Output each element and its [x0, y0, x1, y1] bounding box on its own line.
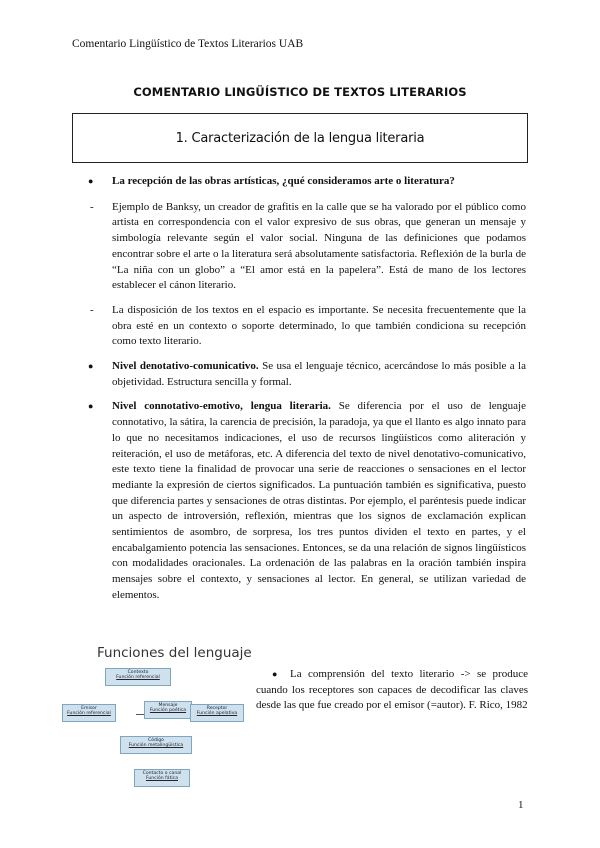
function-box-message — [144, 701, 192, 719]
dash-marker: - — [90, 200, 94, 213]
box-label: Mensaje — [158, 703, 178, 708]
connector-line — [136, 714, 144, 715]
list-item — [88, 359, 526, 390]
item-body: La disposición de los textos en el espacio es importante. Se necesita frecuentemente que la obra esté en un contexto o soporte determinado, lo que también condiciona su recepción como texto literario. — [112, 303, 526, 348]
function-box-channel — [134, 769, 190, 787]
section-heading: 1. Caracterización de la lengua literaria — [175, 130, 425, 146]
section-heading-box — [72, 113, 528, 163]
quote-text: La comprensión del texto literario -> se produce cuando los receptores son capaces de decodificar las claves desde las que fue creado por el emisor (=autor). F. Rico, 1982 — [256, 668, 528, 712]
bullet-marker: ● — [272, 669, 278, 679]
list-item — [88, 399, 526, 603]
box-label: Código — [148, 738, 164, 743]
figure-title: Funciones del lenguaje — [97, 645, 252, 661]
box-label: Receptor — [206, 706, 228, 711]
box-function: Función referencial — [116, 675, 160, 681]
function-box-context — [105, 668, 171, 686]
document-title: COMENTARIO LINGÜÍSTICO DE TEXTOS LITERARIOS — [133, 85, 467, 99]
function-box-sender — [62, 704, 116, 722]
page-number: 1 — [518, 799, 524, 811]
item-lead: Nivel denotativo-comunicativo. — [112, 360, 259, 373]
item-lead: La recepción de las obras artísticas, ¿qué consideramos arte o literatura? — [112, 175, 455, 187]
quote-paragraph — [256, 667, 528, 714]
list-item — [88, 303, 526, 350]
body-content — [88, 174, 526, 604]
box-function: Función referencial — [67, 711, 111, 717]
function-box-code — [120, 736, 192, 754]
bullet-marker: ● — [88, 401, 94, 412]
box-label: Contacto o canal — [142, 771, 182, 776]
box-function: Función fática — [145, 776, 179, 782]
list-item — [88, 200, 526, 294]
item-lead: Nivel connotativo-emotivo, lengua literaria. — [112, 400, 331, 413]
running-header: Comentario Lingüístico de Textos Literarios UAB — [72, 38, 304, 50]
box-label: Contexto — [127, 670, 149, 675]
box-function: Función metalingüística — [128, 743, 184, 749]
box-function: Función apelativa — [196, 711, 238, 717]
list-item — [88, 174, 526, 190]
bullet-marker: ● — [88, 176, 94, 186]
language-functions-diagram — [60, 666, 260, 796]
item-body: Se usa el lenguaje técnico, acercándose lo más posible a la objetividad. Estructura sencilla y formal. — [112, 360, 526, 388]
function-box-receiver — [190, 704, 244, 722]
dash-marker: - — [90, 303, 94, 316]
box-label: Emisor — [81, 706, 97, 711]
box-function: Función poética — [149, 708, 187, 714]
bullet-marker: ● — [88, 361, 94, 372]
item-body: Ejemplo de Banksy, un creador de grafitis en la calle que se ha valorado por el público como artista en correspondencia con el valor expresivo de sus obras, que generan un mensaje y simbología relevante según el valor social. Ninguna de las definiciones que podamos encontrar sobre el arte o la literatura será absolutamente satisfactoria. Reflexión de la burla de “La niña con un globo” a “El amor está en la papelera”. Está de mano de los lectores establecer el cánon literario. — [112, 200, 526, 292]
item-body: Se diferencia por el uso de lenguaje connotativo, la sátira, la carencia de precisión, la paradoja, ya que el llanto es algo innato para lo que no necesitamos indicaciones, el uso de recursos lingüísticos como aliteración y reiteración, el uso de metáforas, etc. A diferencia del texto de nivel denotativo-comunicativo, este texto tiene la finalidad de provocar una serie de reacciones o sensaciones en el lector mediante la expresión de ciertos significados. La puntuación también es significativa, puesto que diferencia partes y sensaciones de otras distintas. Por ejemplo, el paréntesis puede indicar un aspecto de introversión, reflexión, mientras que los signos de exclamación explican sentimientos de asombro, de sorpresa, los tres puntos dividen el texto en partes, y el encabalgamiento potencia las sensaciones. Entonces, se da una relación de signos lingüísticos con modalidades oracionales. La ordenación de las palabras en la oración también inspira mensajes sobre el contexto, y sensaciones al lector. En general, se utilizan variedad de elementos. — [112, 400, 526, 601]
